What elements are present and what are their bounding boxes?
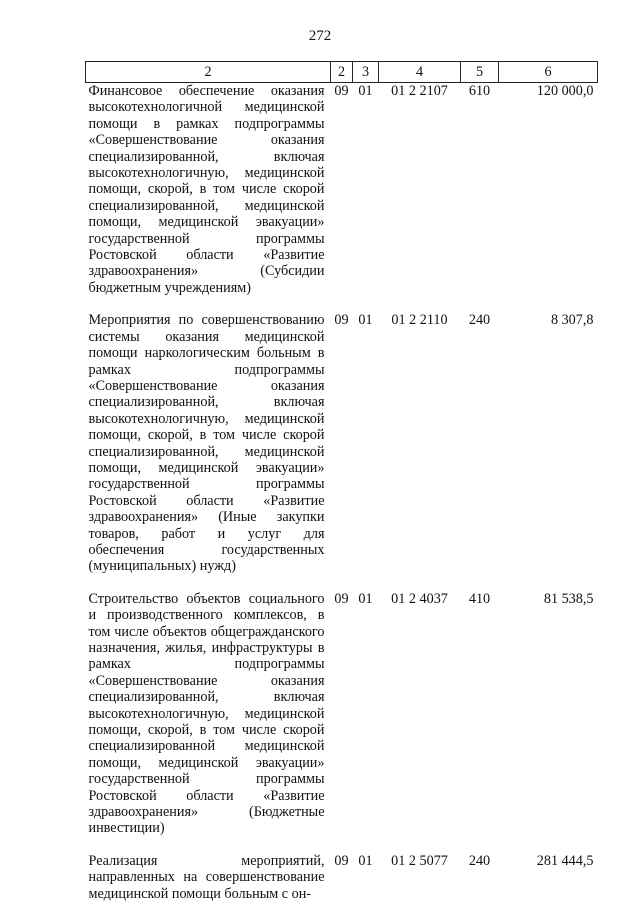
table-header-row	[86, 62, 598, 83]
row-target-article-code: 01 2 2110	[391, 312, 448, 329]
row-expense-type-code: 410	[468, 590, 491, 607]
header-cell-description: 2	[86, 62, 331, 83]
row-section-code: 09	[334, 590, 349, 607]
row-section-code: 09	[334, 852, 349, 869]
row-expense-type-code: 240	[468, 312, 491, 329]
row-target-article-code: 01 2 5077	[391, 852, 448, 869]
header-cell-expense-type: 5	[461, 62, 499, 83]
header-cell-section: 2	[331, 62, 353, 83]
budget-table	[85, 61, 598, 918]
header-cell-target-article: 4	[379, 62, 461, 83]
row-target-article-code: 01 2 4037	[391, 590, 448, 607]
row-expense-type-code: 240	[468, 852, 491, 869]
row-amount: 281 444,5	[536, 852, 594, 869]
row-description: Финансовое обеспечение оказания высокотехнологичной медицинской помощи в рамках подпрограммы «Совершенствование оказания специализированной, включая высокотехнологичную, медицинской помощи, скорой, в том числе скорой специализированной, медицинской помощи, медицинской эвакуации» государственной программы Ростовской области «Развитие здравоохранения» (Субсидии бюджетным учреждениям)	[88, 83, 325, 296]
row-expense-type-code: 610	[468, 83, 491, 99]
header-cell-amount: 6	[499, 62, 598, 83]
header-cell-subsection: 3	[353, 62, 379, 83]
table-row	[86, 312, 598, 591]
row-subsection-code: 01	[358, 590, 373, 607]
table-row	[86, 591, 598, 853]
row-amount: 8 307,8	[550, 312, 594, 329]
row-section-code: 09	[334, 312, 349, 329]
row-subsection-code: 01	[358, 83, 373, 99]
row-subsection-code: 01	[358, 312, 373, 329]
page-number: 272	[308, 28, 332, 44]
row-amount: 81 538,5	[543, 590, 594, 607]
row-amount: 120 000,0	[536, 83, 594, 99]
row-section-code: 09	[334, 83, 349, 99]
row-description: Мероприятия по совершенствованию системы оказания медицинской помощи наркологическим больным в рамках подпрограммы «Совершенствование оказания специализированной, включая высокотехнологичную, медицинской помощи, скорой, в том числе скорой специализированной, медицинской помощи, медицинской эвакуации» государственной программы Ростовской области «Развитие здравоохранения» (Иные закупки товаров, работ и услуг для обеспечения государственных (муниципальных) нужд)	[88, 312, 325, 575]
row-target-article-code: 01 2 2107	[391, 83, 448, 99]
table-row	[86, 853, 598, 918]
row-description: Реализация мероприятий, направленных на совершенствование медицинской помощи больным с он-	[88, 852, 325, 902]
table-row	[86, 83, 598, 313]
row-description: Строительство объектов социального и производственного комплексов, в том числе объектов общегражданского назначения, жилья, инфраструктуры в рамках подпрограммы «Совершенствование оказания специализированной, включая высокотехнологичную, медицинской помощи, скорой, в том числе скорой специализированной медицинской помощи, медицинской эвакуации» государственной программы Ростовской области «Развитие здравоохранения» (Бюджетные инвестиции)	[88, 590, 325, 837]
row-subsection-code: 01	[358, 852, 373, 869]
